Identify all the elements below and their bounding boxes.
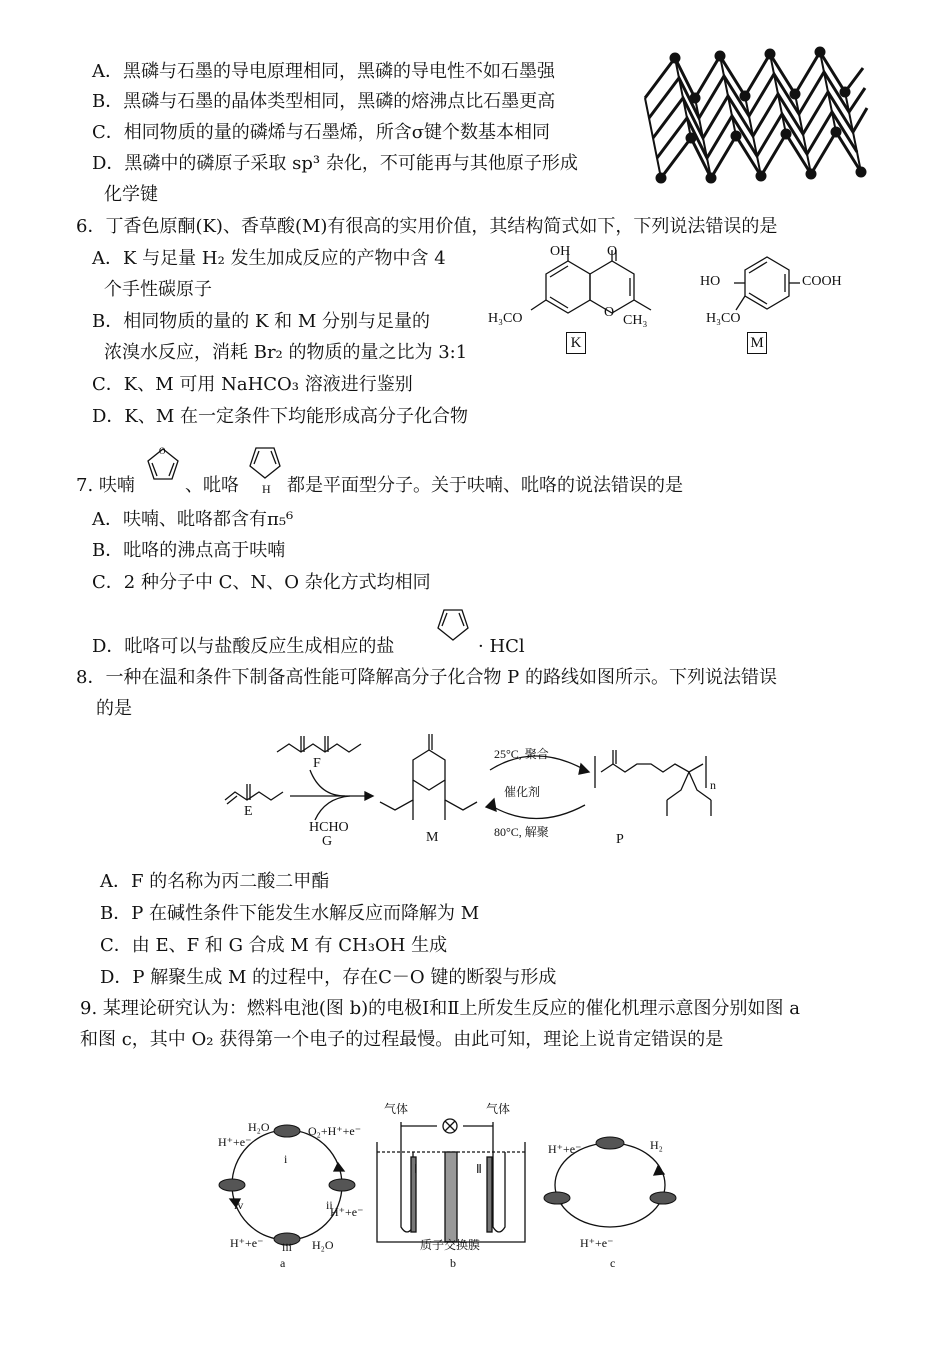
k-och3-label: H₃CO bbox=[488, 311, 523, 326]
q7-option-b: B．吡咯的沸点高于呋喃 bbox=[92, 540, 286, 561]
q9-stem: 9. 某理论研究认为：燃料电池(图 b)的电极Ⅰ和Ⅱ上所发生反应的催化机理示意图分别如图 a bbox=[80, 998, 800, 1019]
fig-a-iv: iv bbox=[234, 1198, 244, 1212]
q8-label-g: G bbox=[322, 834, 333, 849]
furan-structure bbox=[142, 443, 184, 489]
q8-label-hcho: HCHO bbox=[309, 820, 349, 835]
q5-option-c: C．相同物质的量的磷烯与石墨烯，所含σ键个数基本相同 bbox=[92, 122, 551, 143]
q6-option-c: C．K、M 可用 NaHCO₃ 溶液进行鉴别 bbox=[92, 374, 413, 395]
q8-option-d: D．P 解聚生成 M 的过程中，存在C－O 键的断裂与形成 bbox=[100, 967, 557, 988]
q8-catalyst-label: 催化剂 bbox=[504, 785, 541, 799]
fig-b-electrode-1: Ⅰ bbox=[414, 1162, 418, 1176]
fig-a-h-e-right: H⁺+e⁻ bbox=[330, 1205, 364, 1219]
fig-c-h-e-top: H⁺+e⁻ bbox=[548, 1142, 582, 1156]
q8-label-n: n bbox=[710, 778, 716, 792]
fig-a-ii: ii bbox=[326, 1198, 333, 1212]
pyrrole-nh-label: H bbox=[262, 482, 271, 496]
q8-arrow-top-label: 25°C, 聚合 bbox=[494, 747, 549, 761]
fig-a-h2o-bottom: H₂O bbox=[312, 1238, 334, 1252]
q8-label-p: P bbox=[616, 832, 624, 847]
q8-reaction-scheme bbox=[215, 720, 725, 855]
fig-c-h-e-bottom: H⁺+e⁻ bbox=[580, 1236, 614, 1250]
q8-stem: 8．一种在温和条件下制备高性能可降解高分子化合物 P 的路线如图所示。下列说法错误 bbox=[76, 667, 778, 688]
q7-stem-b: 、吡咯 bbox=[185, 475, 239, 496]
q8-option-b: B．P 在碱性条件下能发生水解反应而降解为 M bbox=[100, 903, 480, 924]
q5-option-a: A．黑磷与石墨的导电原理相同，黑磷的导电性不如石墨强 bbox=[92, 61, 555, 82]
q6-option-a-cont: 个手性碳原子 bbox=[104, 279, 212, 300]
fig-b-gas-left: 气体 bbox=[384, 1102, 409, 1116]
svg-text:O: O bbox=[159, 446, 166, 456]
black-phosphorus-structure-image bbox=[635, 38, 870, 188]
q7-option-d: D．吡咯可以与盐酸反应生成相应的盐 bbox=[92, 636, 395, 657]
q8-option-c: C．由 E、F 和 G 合成 M 有 CH₃OH 生成 bbox=[100, 935, 448, 956]
k-ch3-label: CH₃ bbox=[623, 313, 648, 328]
k-oh-label: OH bbox=[550, 244, 571, 259]
q7-stem-c: 都是平面型分子。关于呋喃、吡咯的说法错误的是 bbox=[287, 475, 683, 496]
q5-option-d: D．黑磷中的磷原子采取 sp³ 杂化，不可能再与其他原子形成 bbox=[92, 153, 578, 174]
fig-b-membrane-label: 质子交换膜 bbox=[420, 1238, 481, 1252]
fig-c-h2-label: H₂ bbox=[650, 1138, 663, 1152]
fig-b-electrode-2: Ⅱ bbox=[476, 1162, 482, 1176]
q7-option-a: A．呋喃、吡咯都含有π₅⁶ bbox=[92, 509, 294, 530]
m-ho-label: HO bbox=[700, 274, 721, 289]
q9-stem-cont: 和图 c，其中 O₂ 获得第一个电子的过程最慢。由此可知，理论上说肯定错误的是 bbox=[80, 1029, 724, 1050]
q7-stem-a: 7. 呋喃 bbox=[76, 475, 135, 496]
q8-label-f: F bbox=[313, 756, 321, 771]
q7-hcl-label: · HCl bbox=[478, 636, 525, 657]
m-cooh-label: COOH bbox=[802, 274, 842, 289]
fig-c-caption: c bbox=[610, 1256, 616, 1270]
fig-a-h-e-bottom: H⁺+e⁻ bbox=[230, 1236, 264, 1250]
fig-a-iii: iii bbox=[282, 1240, 293, 1254]
q5-option-d-cont: 化学键 bbox=[104, 184, 158, 205]
q8-label-m: M bbox=[426, 830, 439, 845]
k-label-box: K bbox=[566, 332, 586, 354]
q8-stem-cont: 的是 bbox=[96, 698, 132, 719]
pyrrole-salt-structure bbox=[432, 602, 474, 654]
k-ring-o-label: O bbox=[604, 305, 615, 320]
q7-option-c: C．2 种分子中 C、N、O 杂化方式均相同 bbox=[92, 572, 431, 593]
q5-option-b: B．黑磷与石墨的晶体类型相同，黑磷的熔沸点比石墨更高 bbox=[92, 91, 556, 112]
fig-a-caption: a bbox=[280, 1256, 286, 1270]
q8-arrow-bottom-label: 80°C, 解聚 bbox=[494, 825, 549, 839]
fig-b-fuel-cell bbox=[375, 1112, 530, 1252]
m-label-box: M bbox=[747, 332, 767, 354]
fig-a-h2o-top: H₂O bbox=[248, 1120, 270, 1134]
q6-option-a: A．K 与足量 H₂ 发生加成反应的产物中含 4 bbox=[92, 248, 446, 269]
fig-a-i: i bbox=[284, 1152, 288, 1166]
fig-b-gas-right: 气体 bbox=[486, 1102, 511, 1116]
k-carbonyl-o-label: O bbox=[607, 244, 618, 259]
fig-a-h-e-left: H⁺+e⁻ bbox=[218, 1135, 252, 1149]
q8-option-a: A．F 的名称为丙二酸二甲酯 bbox=[100, 871, 330, 892]
fig-a-o2-label: O₂+H⁺+e⁻ bbox=[308, 1124, 362, 1138]
m-och3-label: H₃CO bbox=[706, 311, 741, 326]
q6-option-b-cont: 浓溴水反应，消耗 Br₂ 的物质的量之比为 3:1 bbox=[104, 342, 468, 363]
q6-option-d: D．K、M 在一定条件下均能形成高分子化合物 bbox=[92, 406, 469, 427]
q6-stem: 6．丁香色原酮(K)、香草酸(M)有很高的实用价值，其结构简式如下，下列说法错误的是 bbox=[76, 216, 778, 237]
fig-b-caption: b bbox=[450, 1256, 456, 1270]
q8-label-e: E bbox=[244, 804, 253, 819]
q6-option-b: B．相同物质的量的 K 和 M 分别与足量的 bbox=[92, 311, 430, 332]
